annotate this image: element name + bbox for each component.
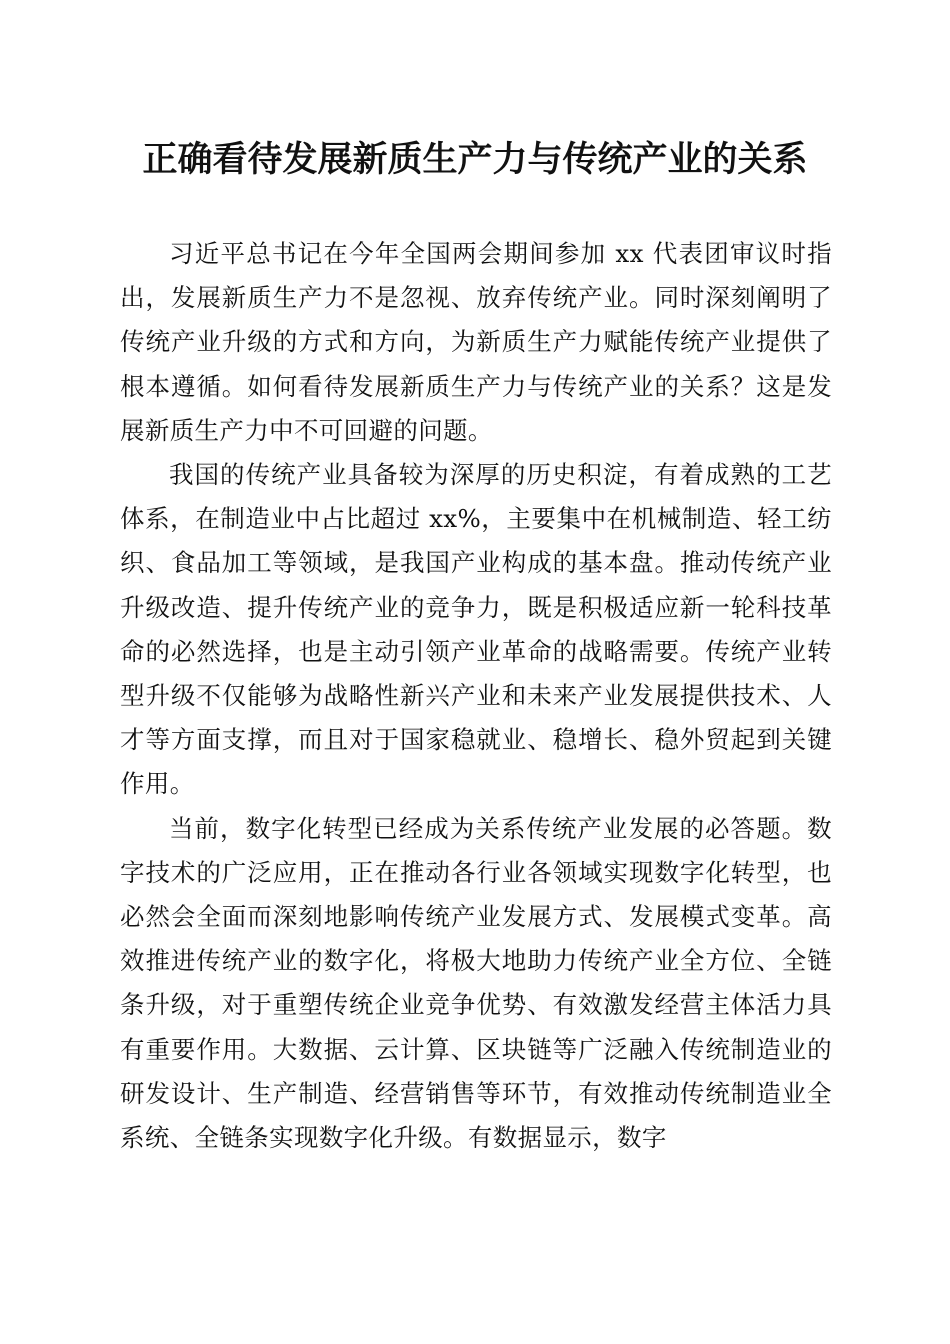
paragraph-3: 当前，数字化转型已经成为关系传统产业发展的必答题。数字技术的广泛应用，正在推动各行业各领域实现数字化转型，也必然会全面而深刻地影响传统产业发展方式、发展模式变革。高效推进传统产业的数字化，将极大地助力传统产业全方位、全链条升级，对于重塑传统企业竞争优势、有效激发经营主体活力具有重要作用。大数据、云计算、区块链等广泛融入传统制造业的研发设计、生产制造、经营销售等环节，有效推动传统制造业全系统、全链条实现数字化升级。有数据显示，数字: [120, 813, 832, 1153]
document-body: [120, 232, 832, 1160]
paragraph-1: 习近平总书记在今年全国两会期间参加 xx 代表团审议时指出，发展新质生产力不是忽视、放弃传统产业。同时深刻阐明了传统产业升级的方式和方向，为新质生产力赋能传统产业提供了根本遵循。如何看待发展新质生产力与传统产业的关系？这是发展新质生产力中不可回避的问题。: [120, 239, 832, 445]
paragraph-2: 我国的传统产业具备较为深厚的历史积淀，有着成熟的工艺体系，在制造业中占比超过 xx%，主要集中在机械制造、轻工纺织、食品加工等领域，是我国产业构成的基本盘。推动传统产业升级改造、提升传统产业的竞争力，既是积极适应新一轮科技革命的必然选择，也是主动引领产业革命的战略需要。传统产业转型升级不仅能够为战略性新兴产业和未来产业发展提供技术、人才等方面支撑，而且对于国家稳就业、稳增长、稳外贸起到关键作用。: [120, 460, 832, 799]
document-title: 正确看待发展新质生产力与传统产业的关系: [142, 139, 808, 180]
